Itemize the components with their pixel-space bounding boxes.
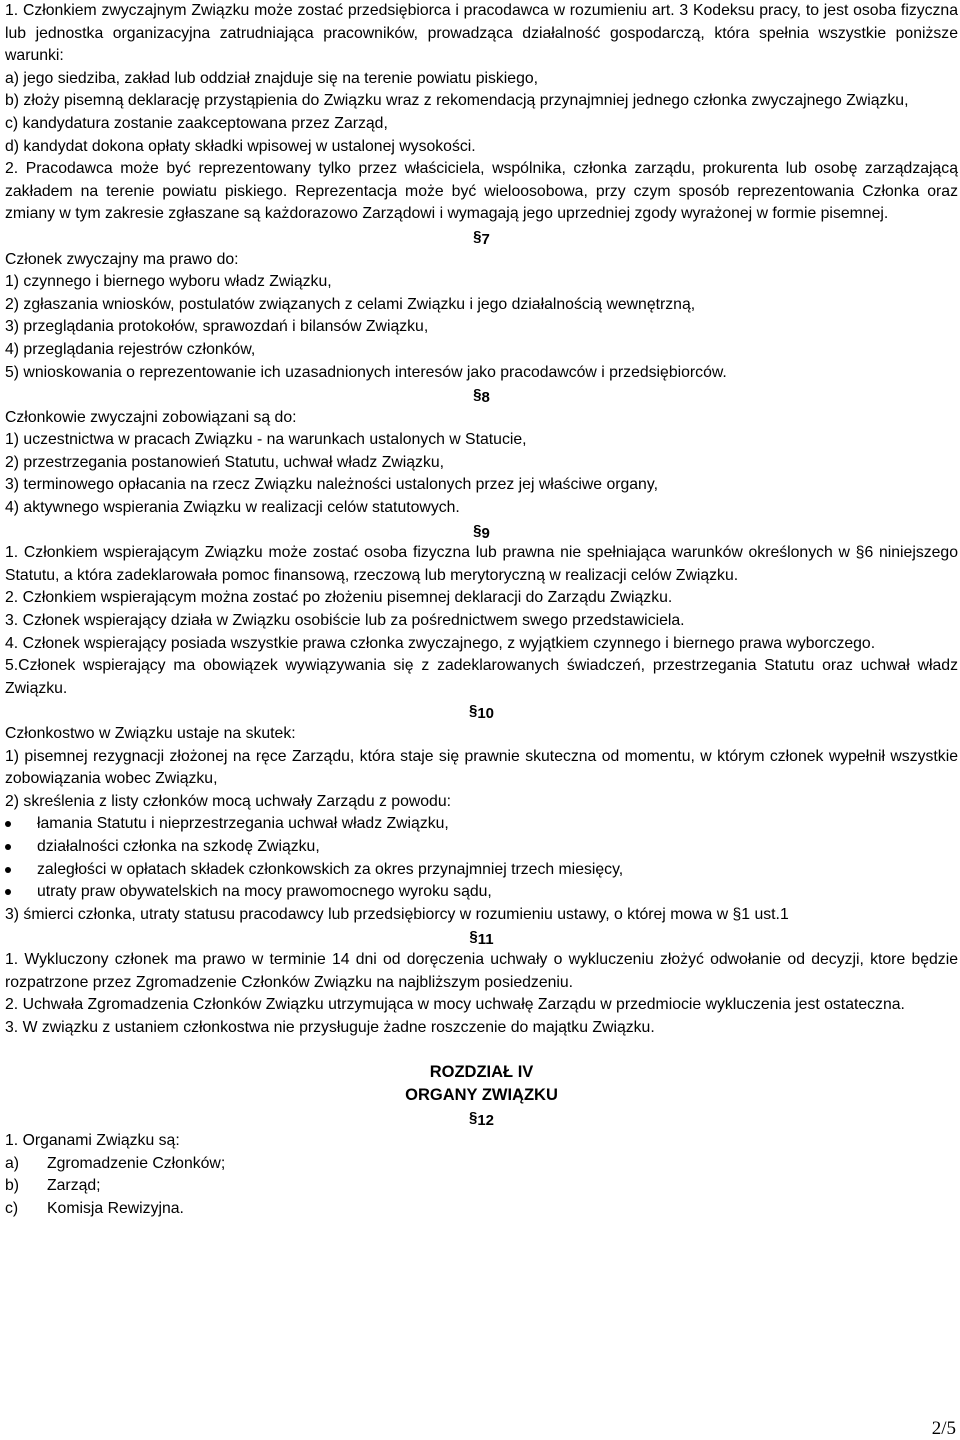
paragraph: 1. Członkiem zwyczajnym Związku może zostać przedsiębiorca i pracodawca w rozumieniu art. 3 Kodeksu pracy, to jest osoba fizyczna lub jednostka organizacyjna zatrudniająca pracowników, prowadząca działalność gospodarczą, która spełnia wszystkie poniższe warunki: bbox=[5, 2, 958, 65]
paragraph: 3. Członek wspierający działa w Związku osobiście lub za pośrednictwem swego przedstawiciela. bbox=[5, 612, 685, 630]
item-text: Zarząd; bbox=[47, 1177, 101, 1195]
bullet-dot bbox=[5, 889, 11, 895]
item-text: Zgromadzenie Członków; bbox=[47, 1154, 226, 1172]
bullet-item bbox=[5, 881, 958, 904]
list-item: 2) zgłaszania wniosków, postulatów związanych z celami Związku i jego działalnością wewnętrzną, bbox=[5, 295, 696, 313]
bullet-list bbox=[5, 813, 958, 903]
spacer bbox=[5, 1039, 958, 1061]
paragraph: Członek zwyczajny ma prawo do: bbox=[5, 250, 239, 268]
paragraph: 4. Członek wspierający posiada wszystkie prawa członka zwyczajnego, z wyjątkiem czynnego i biernego prawa wyborczego. bbox=[5, 634, 876, 652]
chapter-subtitle: ORGANY ZWIĄZKU bbox=[405, 1086, 558, 1105]
list-item: 5) wnioskowania o reprezentowanie ich uzasadnionych interesów jako pracodawców i przedsiębiorców. bbox=[5, 363, 727, 381]
section-heading-9 bbox=[5, 520, 958, 543]
paragraph: 2. Członkiem wspierającym można zostać po złożeniu pisemnej deklaracji do Zarządu Związku. bbox=[5, 589, 673, 607]
paragraph: 1. Wykluczony członek ma prawo w terminie 14 dni od doręczenia uchwały o wykluczeniu złożyć odwołanie od decyzji, ktore będzie rozpatrzone przez Zgromadzenie Członków Związku na najbliższym posiedzeniu. bbox=[5, 950, 958, 991]
bullet-item bbox=[5, 813, 958, 836]
list-item: 1) czynnego i biernego wyboru władz Związku, bbox=[5, 273, 332, 291]
list-item: 1) pisemnej rezygnacji złożonej na ręce Zarządu, która staje się prawnie skuteczna od momentu, w którym członek wypełnił wszystkie zobowiązania wobec Związku, bbox=[5, 747, 958, 788]
bullet-dot bbox=[5, 867, 11, 873]
bullet-text: zaległości w opłatach składek członkowskich za okres przynajmniej trzech miesięcy, bbox=[37, 860, 624, 878]
list-item: 2) przestrzegania postanowień Statutu, uchwał władz Związku, bbox=[5, 453, 445, 471]
section-number: 7 bbox=[481, 230, 490, 248]
section-number: 12 bbox=[477, 1112, 495, 1130]
section-heading-7 bbox=[5, 226, 958, 249]
section-sign: § bbox=[473, 227, 482, 245]
list-item: 1) uczestnictwa w pracach Związku - na warunkach ustalonych w Statucie, bbox=[5, 431, 527, 449]
section-sign: § bbox=[473, 386, 482, 404]
section-sign: § bbox=[468, 1109, 478, 1127]
page-number: 2/5 bbox=[931, 1418, 956, 1439]
list-item bbox=[5, 1175, 958, 1198]
list-item: 3) śmierci członka, utraty statusu pracodawcy lub przedsiębiorcy w rozumieniu ustawy, o której mowa w §1 ust.1 bbox=[5, 905, 789, 923]
bullet-dot bbox=[5, 821, 11, 827]
section-number: 10 bbox=[477, 705, 495, 723]
paragraph: Członkostwo w Związku ustaje na skutek: bbox=[5, 725, 296, 742]
bullet-item bbox=[5, 836, 958, 859]
bullet-item bbox=[5, 859, 958, 882]
item-letter: b) bbox=[5, 1177, 20, 1195]
chapter-title: ROZDZIAŁ IV bbox=[429, 1063, 534, 1082]
list-item bbox=[5, 1198, 958, 1221]
list-item: 3) terminowego opłacania na rzecz Związku należności ustalonych przez jej właściwe organy, bbox=[5, 476, 658, 494]
paragraph: d) kandydat dokona opłaty składki wpisowej w ustalonej wysokości. bbox=[5, 137, 476, 155]
paragraph: 1. Organami Związku są: bbox=[5, 1131, 180, 1149]
bullet-dot bbox=[5, 844, 11, 850]
document-body bbox=[5, 0, 958, 1220]
list-item: 3) przeglądania protokołów, sprawozdań i bilansów Związku, bbox=[5, 318, 429, 336]
section-sign: § bbox=[473, 521, 482, 539]
bullet-text: działalności członka na szkodę Związku, bbox=[37, 837, 320, 855]
section-sign: § bbox=[469, 928, 478, 946]
paragraph: c) kandydatura zostanie zaakceptowana przez Zarząd, bbox=[5, 114, 388, 132]
paragraph: 5.Członek wspierający ma obowiązek wywiązywania się z zadeklarowanych świadczeń, przestrzegania Statutu oraz uchwał władz Związku. bbox=[5, 657, 958, 697]
section-heading-12 bbox=[5, 1107, 958, 1130]
paragraph: 1. Członkiem wspierającym Związku może zostać osoba fizyczna lub prawna nie spełniająca warunków określonych w §6 niniejszego Statutu, a która zadeklarowała pomoc finansową, rzeczową lub merytoryczną w realizacji celów Związku. bbox=[5, 544, 958, 584]
paragraph: 2. Uchwała Zgromadzenia Członków Związku utrzymująca w mocy uchwałę Zarządu w przedmiocie wykluczenia jest ostateczna. bbox=[5, 996, 905, 1014]
item-text: Komisja Rewizyjna. bbox=[47, 1199, 184, 1217]
list-item: 4) aktywnego wspierania Związku w realizacji celów statutowych. bbox=[5, 499, 460, 517]
paragraph: a) jego siedziba, zakład lub oddział znajduje się na terenie powiatu piskiego, bbox=[5, 69, 539, 87]
section-number: 11 bbox=[477, 931, 494, 949]
section-heading-11 bbox=[5, 926, 958, 949]
list-item: 4) przeglądania rejestrów członków, bbox=[5, 340, 256, 358]
bullet-text: utraty praw obywatelskich na mocy prawomocnego wyroku sądu, bbox=[37, 883, 492, 901]
paragraph: b) złoży pisemną deklarację przystąpienia do Związku wraz z rekomendacją przynajmniej jednego członka zwyczajnego Związku, bbox=[5, 92, 909, 110]
list-item: 2) skreślenia z listy członków mocą uchwały Zarządu z powodu: bbox=[5, 792, 452, 810]
section-number: 8 bbox=[481, 389, 490, 407]
item-letter: c) bbox=[5, 1199, 19, 1217]
section-heading-10 bbox=[5, 700, 958, 723]
paragraph: 3. W związku z ustaniem członkostwa nie przysługuje żadne roszczenie do majątku Związku. bbox=[5, 1018, 655, 1036]
section-heading-8 bbox=[5, 384, 958, 407]
paragraph: Członkowie zwyczajni zobowiązani są do: bbox=[5, 408, 297, 426]
section-sign: § bbox=[468, 702, 478, 720]
paragraph: 2. Pracodawca może być reprezentowany tylko przez właściciela, wspólnika, członka zarządu, prokurenta lub osobę zarządzającą zakładem na terenie powiatu piskiego. Reprezentacja może być wieloosobowa, przy czym sposób reprezentowania Członka oraz zmiany w tym zakresie zgłaszane są każdorazowo Zarządowi i wymagają jego uprzedniej zgody wyrażonej w formie pisemnej. bbox=[5, 160, 958, 223]
bullet-text: łamania Statutu i nieprzestrzegania uchwał władz Związku, bbox=[37, 815, 449, 833]
item-letter: a) bbox=[5, 1154, 20, 1172]
section-number: 9 bbox=[481, 524, 490, 542]
list-item bbox=[5, 1153, 958, 1176]
